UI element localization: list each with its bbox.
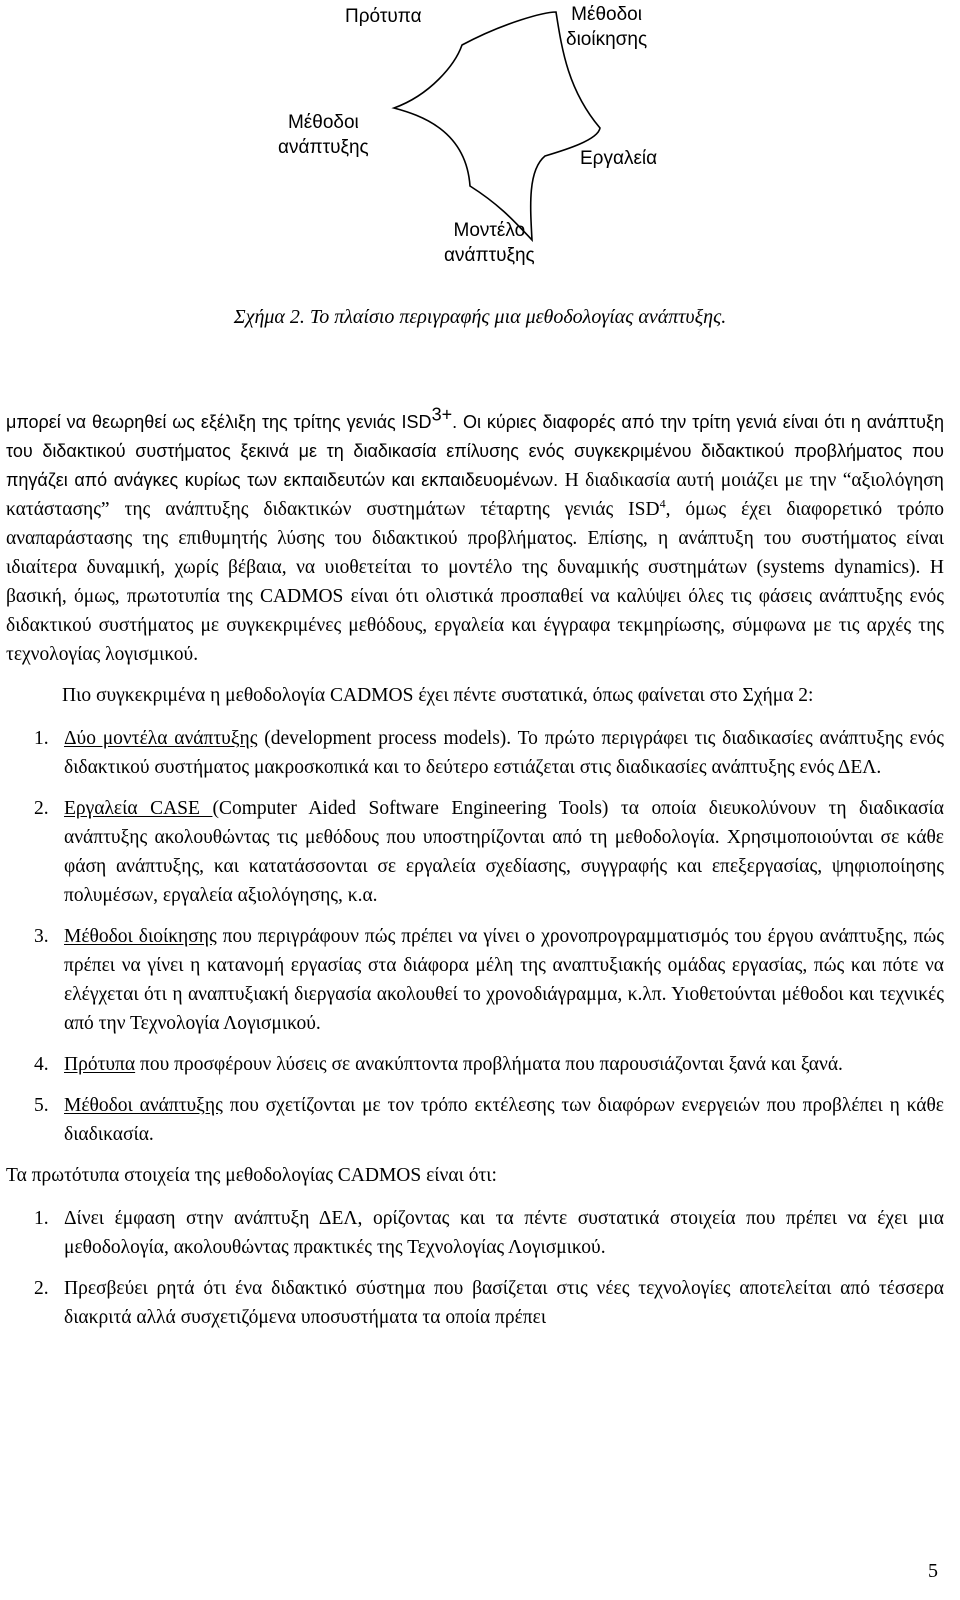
figure-methodology-framework [0,0,960,340]
list-item: 5. Μέθοδοι ανάπτυξης που σχετίζονται με τον τρόπο εκτέλεσης των διαφόρων ενεργειών που προβλέπει η κάθε διαδικασία. [34,1095,944,1145]
label-management-methods: Μέθοδοι διοίκησης [566,4,648,50]
figure-caption: Σχήμα 2. Το πλαίσιο περιγραφής μια μεθοδολογίας ανάπτυξης. [233,306,727,328]
body-text [6,404,944,1344]
paragraph-1: μπορεί να θεωρηθεί ως εξέλιξη της τρίτης γενιάς $ISD^{3+}$. Οι κύριες διαφορές από την τρίτη γενιά είναι ότι η ανάπτυξη του διδακτικού συστήματος ξεκινά με τη διαδικασία επίλυσης ενός συγκεκριμένου διδακτικού προβλήματος που πηγάζει από ανάγκες κυρίως των εκπαιδευτών και εκπαιδευομένων. Η διαδικασία αυτή μοιάζει με την “αξιολόγηση κατάστασης” της ανάπτυξης διδακτικών συστημάτων τέταρτης γενιάς ISD$^4$, όμως έχει διαφορετικό τρόπο αναπαράστασης της επιθυμητής λύσης του διδακτικού προβλήματος. Επίσης, η ανάπτυξη του συστήματος είναι ιδιαίτερα δυναμική, χωρίς βέβαια, να υιοθετείται το μοντέλο της δυναμικής συστημάτων (systems dynamics). Η βασική, όμως, πρωτοτυπία της CADMOS είναι ότι ολιστικά προσπαθεί να καλύψει όλες τις φάσεις ανάπτυξης ενός διδακτικού συστήματος με συγκεκριμένες μεθόδους, εργαλεία και έγγραφα τεκμηρίωσης, σύμφωνα με τις αρχές της τεχνολογίας λογισμικού. [6,404,944,665]
list-item: 1. Δύο μοντέλα ανάπτυξης (development process models). Το πρώτο περιγράφει τις διαδικασίες ανάπτυξης ενός διδακτικού συστήματος μακροσκοπικά και το δεύτερο εστιάζεται στις διαδικασίες ανάπτυξης ενός ΔΕΛ. [34,728,944,778]
page-number: 5 [928,1560,938,1582]
components-list [6,724,944,1149]
label-development-methods: Μέθοδοι ανάπτυξης [278,112,369,158]
label-standards: Πρότυπα [345,6,422,27]
novelty-list [6,1204,944,1332]
label-tools: Εργαλεία [580,148,658,169]
list-item: 2. Εργαλεία CASE (Computer Aided Software Engineering Tools) τα οποία διευκολύνουν τη διαδικασία ανάπτυξης ακολουθώντας τις μεθόδους που υποστηρίζονται από τη μεθοδολογία. Χρησιμοποιούνται σε κάθε φάση ανάπτυξης, και κατατάσσονται σε εργαλεία σχεδίασης, συγγραφής και επεξεργασίας, ψηφιοποίησης πολυμέσων, εργαλεία αξιολόγησης, κ.α. [34,798,944,906]
paragraph-2: Πιο συγκεκριμένα η μεθοδολογία CADMOS έχει πέντε συστατικά, όπως φαίνεται στο Σχήμα 2: [62,685,814,706]
label-development-model: Μοντέλο ανάπτυξης [444,220,535,266]
list-item: 4. Πρότυπα που προσφέρουν λύσεις σε ανακύπτοντα προβλήματα που παρουσιάζονται ξανά και ξανά. [34,1054,843,1075]
list-item: 1. Δίνει έμφαση στην ανάπτυξη ΔΕΛ, ορίζοντας και τα πέντε συστατικά στοιχεία που πρέπει να έχει μια μεθοδολογία, ακολουθώντας πρακτικές της Τεχνολογίας Λογισμικού. [34,1208,944,1258]
list-item: 3. Μέθοδοι διοίκησης που περιγράφουν πώς πρέπει να γίνει ο χρονοπρογραμματισμός του έργου ανάπτυξης, πώς πρέπει να γίνει η κατανομή εργασίας στα διάφορα μέλη της αναπτυξιακής ομάδας εργασίας, πώς και πότε να ελέγχεται ότι η αναπτυξιακή διεργασία ακολουθεί το χρονοδιάγραμμα, κ.λπ. Υιοθετούνται μέθοδοι και τεχνικές από την Τεχνολογία Λογισμικού. [34,926,944,1034]
paragraph-3: Τα πρωτότυπα στοιχεία της μεθοδολογίας CADMOS είναι ότι: [6,1165,497,1186]
list-item: 2. Πρεσβεύει ρητά ότι ένα διδακτικό σύστημα που βασίζεται στις νέες τεχνολογίες αποτελείται από τέσσερα διακριτά αλλά συσχετιζόμενα υποσυστήματα τα οποία πρέπει [34,1278,944,1328]
